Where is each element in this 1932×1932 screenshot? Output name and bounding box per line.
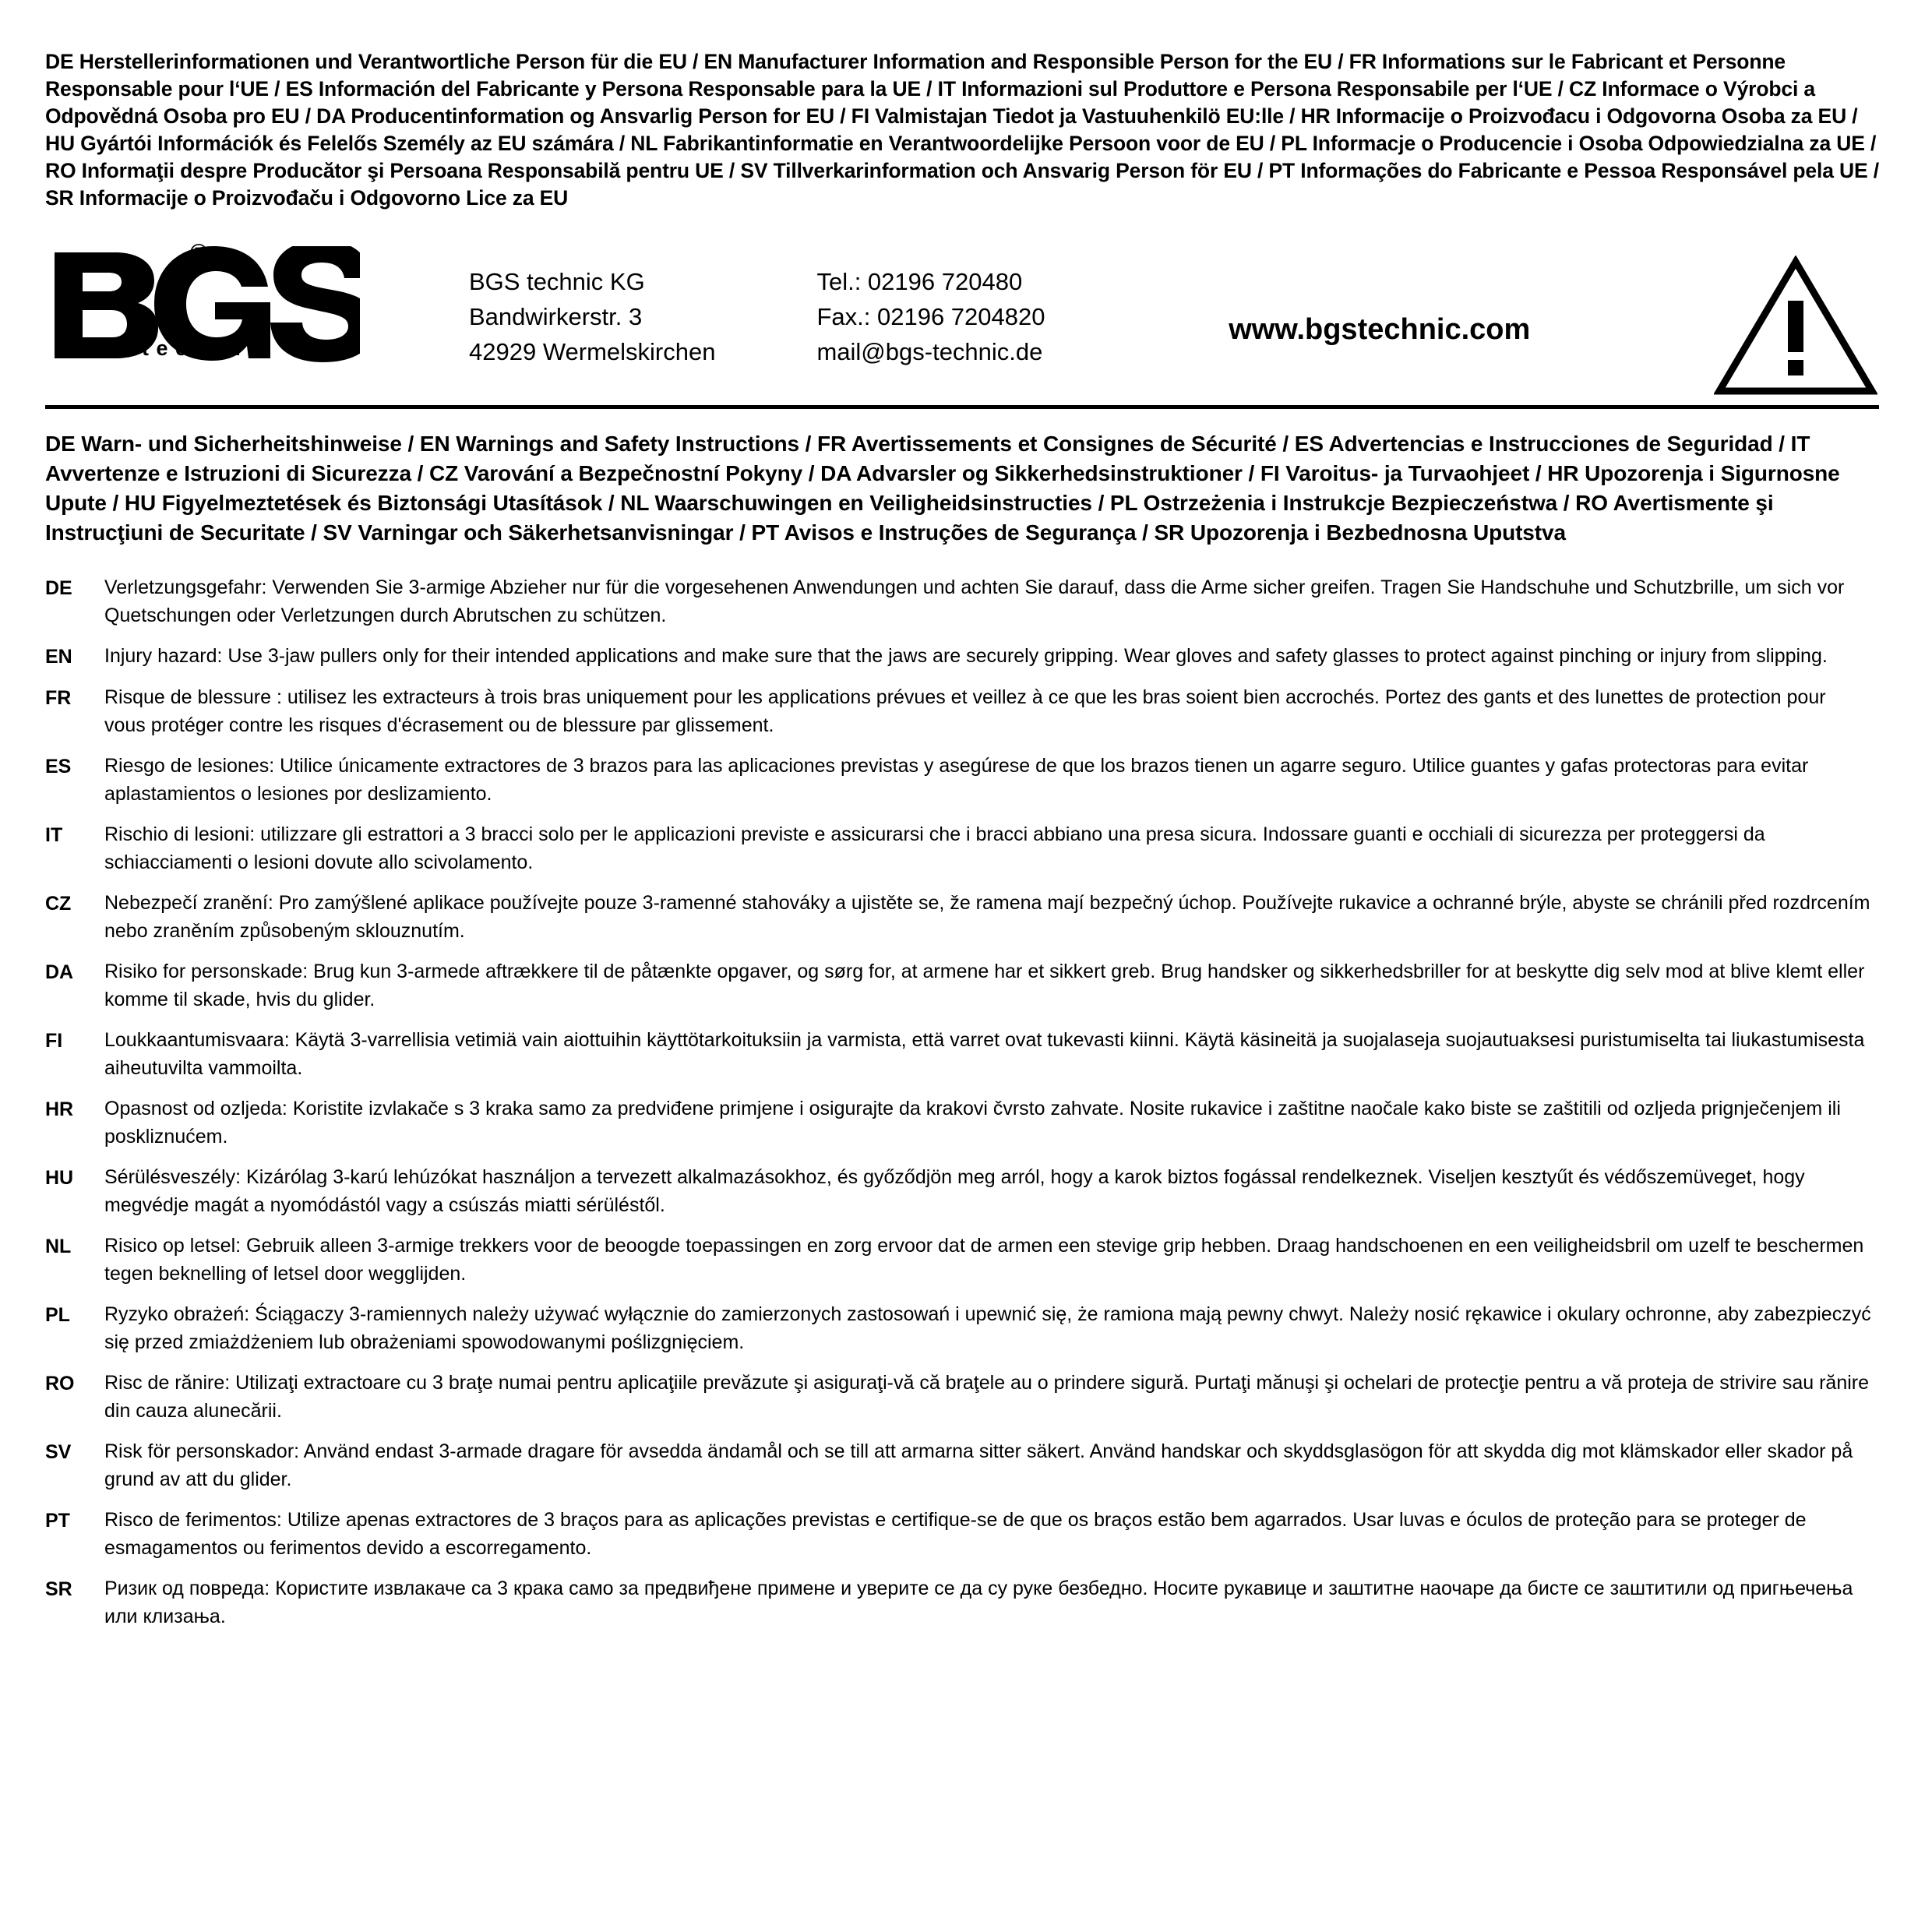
warning-text: Risiko for personskade: Brug kun 3-armede aftrækkere til de påtænkte opgaver, og sørg for, at armene har et sikkert greb. Brug handsker og sikkerhedsbriller for at beskytte dig selv mod at blive klemt eller komme til skade, hvis du glider. bbox=[104, 961, 1865, 1010]
list-item bbox=[45, 1027, 1871, 1082]
manufacturer-information-heading: DE Herstellerinformationen und Verantwortliche Person für die EU / EN Manufacturer Information and Responsible Person for the EU / FR Informations sur le Fabricant et Personne Responsable pour l‘UE / ES Información del Fabricante y Persona Responsable para la UE / IT Informazioni sul Produttore e Persona Responsabile per l‘UE / CZ Informace o Výrobci a Odpovědná Osoba pro EU / DA Producentinformation og Ansvarlig Person for EU / FI Valmistajan Tiedot ja Vastuuhenkilö EU:lle / HR Informacije o Proizvođacu i Odgovorna Osoba za EU / HU Gyártói Információk és Felelős Személy az EU számára / NL Fabrikantinformatie en Verantwoordelijke Persoon voor de EU / PL Informacje o Producencie i Osoba Odpowiedzialna za UE / RO Informaţii despre Producător şi Persoana Responsabilă pentru UE / SV Tillverkarinformation och Ansvarig Person för EU / PT Informações do Fabricante e Pessoa Responsável pela UE / SR Informacije o Proizvođaču i Odgovorno Lice za EU bbox=[45, 50, 1879, 210]
list-item bbox=[45, 1301, 1871, 1356]
warning-text: Risk för personskador: Använd endast 3-armade dragare för avsedda ändamål och se till att armarna sitter säkert. Använd handskar och skyddsglasögon för att skydda dig mot klämskador eller skador på grund av att du glider. bbox=[104, 1440, 1853, 1490]
warning-text: Risque de blessure : utilisez les extracteurs à trois bras uniquement pour les applications prévues et veillez à ce que les bras soient bien accrochés. Portez des gants et des lunettes de protection pour vous protéger contre les risques d'écrasement ou de blessure par glissement. bbox=[104, 686, 1826, 736]
list-item bbox=[45, 1575, 1871, 1631]
company-telephone: Tel.: 02196 720480 bbox=[816, 267, 1023, 295]
warning-text: Sérülésveszély: Kizárólag 3-karú lehúzókat használjon a tervezett alkalmazásokhoz, és győződjön meg arról, hogy a karok biztos fogással rendelkeznek. Viseljen kesztyűt és védőszemüveget, hogy megvédje magát a nyomódástól vagy a csúszás miatti sérüléstől. bbox=[104, 1166, 1805, 1216]
warning-text: Ryzyko obrażeń: Ściągaczy 3-ramiennych należy używać wyłącznie do zamierzonych zastosowań i upewnić się, że ramiona mają pewny chwyt. Należy nosić rękawice i okulary ochronne, aby zabezpieczyć się przed zmiażdżeniem lub obrażeniami spowodowanymi poślizgnięciem. bbox=[104, 1303, 1871, 1353]
list-item bbox=[45, 1095, 1871, 1151]
company-street: Bandwirkerstr. 3 bbox=[469, 302, 643, 330]
language-code: PL bbox=[45, 1304, 70, 1327]
company-header bbox=[41, 232, 1885, 400]
language-code: DA bbox=[45, 961, 74, 984]
warning-text: Risco de ferimentos: Utilize apenas extractores de 3 braços para as aplicações previstas e certifique-se de que os braços estão bem agarrados. Usar luvas e óculos de proteção para se proteger de esmagamentos ou ferimentos devido a escorregamento. bbox=[104, 1509, 1807, 1559]
language-code: EN bbox=[45, 646, 72, 668]
company-fax: Fax.: 02196 7204820 bbox=[816, 302, 1045, 330]
warning-text: Rischio di lesioni: utilizzare gli estrattori a 3 bracci solo per le applicazioni previste e assicurarsi che i bracci abbiano una presa sicura. Indossare guanti e occhiali di sicurezza per proteggersi da schiacciamenti o lesioni dovute allo scivolamento. bbox=[104, 823, 1765, 873]
warning-text: Injury hazard: Use 3-jaw pullers only for their intended applications and make sure that the jaws are securely gripping. Wear gloves and safety glasses to protect against pinching or injury from slipping. bbox=[104, 645, 1828, 668]
warnings-list bbox=[41, 574, 1885, 1631]
list-item bbox=[45, 574, 1871, 629]
company-website[interactable]: www.bgstechnic.com bbox=[1229, 312, 1531, 346]
company-email[interactable]: mail@bgs-technic.de bbox=[816, 337, 1043, 365]
company-name: BGS technic KG bbox=[469, 267, 645, 295]
warning-text: Riesgo de lesiones: Utilice únicamente extractores de 3 brazos para las aplicaciones previstas y asegúrese de que los brazos tienen un agarre seguro. Utilice guantes y gafas protectoras para evitar aplastamientos o lesiones por deslizamiento. bbox=[104, 755, 1809, 805]
warning-text: Ризик од повреда: Користите извлакаче са 3 крака само за предвиђене примене и уверите се да су руке безбедно. Носите рукавице и заштитне наочаре да бисте се заштитили од пригњечења или клизања. bbox=[104, 1578, 1853, 1627]
warning-text: Nebezpečí zranění: Pro zamýšlené aplikace používejte pouze 3-ramenné stahováky a ujistěte se, že ramena mají bezpečný úchop. Používejte rukavice a ochranné brýle, abyste se chránili před rozdrcením nebo zraněním způsobeným sklouznutím. bbox=[104, 892, 1870, 942]
list-item bbox=[45, 1232, 1871, 1288]
language-code: PT bbox=[45, 1510, 70, 1532]
language-code: HU bbox=[45, 1167, 74, 1190]
warning-text: Loukkaantumisvaara: Käytä 3-varrellisia vetimiä vain aiottuihin käyttötarkoituksiin ja varmista, että varret ovat tukevasti kiinni. Käytä käsineitä ja suojalaseja suojautuaksesi puristumiselta tai liukastumisesta aiheutuvilta vammoilta. bbox=[104, 1029, 1865, 1079]
language-code: CZ bbox=[45, 893, 72, 915]
logo-registered-mark: ® bbox=[190, 239, 208, 266]
language-code: IT bbox=[45, 824, 63, 847]
list-item bbox=[45, 643, 1871, 671]
language-code: HR bbox=[45, 1098, 74, 1121]
list-item bbox=[45, 684, 1871, 739]
bgs-logo bbox=[41, 232, 360, 360]
list-item bbox=[45, 1164, 1871, 1219]
list-item bbox=[45, 958, 1871, 1014]
list-item bbox=[45, 1370, 1871, 1425]
language-code: FI bbox=[45, 1030, 63, 1052]
logo-subtext: t e c h n i c bbox=[142, 336, 261, 360]
list-item bbox=[45, 821, 1871, 876]
list-item bbox=[45, 890, 1871, 945]
warning-text: Opasnost od ozljeda: Koristite izvlakače s 3 kraka samo za predviđene primjene i osigurajte da krakovi čvrsto zahvate. Nosite rukavice i zaštitne naočale kako biste se zaštitili od ozljeda prignječenjem ili poskliznućem. bbox=[104, 1098, 1841, 1148]
list-item bbox=[45, 753, 1871, 808]
language-code: RO bbox=[45, 1373, 75, 1395]
language-code: ES bbox=[45, 756, 72, 778]
language-code: DE bbox=[45, 577, 72, 600]
warning-triangle-icon bbox=[1714, 232, 1885, 400]
company-contact bbox=[816, 232, 1045, 370]
list-item bbox=[45, 1507, 1871, 1562]
list-item bbox=[45, 1438, 1871, 1493]
language-code: SV bbox=[45, 1441, 72, 1464]
warning-text: Risc de rănire: Utilizaţi extractoare cu 3 braţe numai pentru aplicaţiile prevăzute şi asiguraţi-vă că braţele au o prindere sigură. Purtaţi mănuşi şi ochelari de protecţie pentru a vă proteja de strivire sau rănire din cauza alunecării. bbox=[104, 1372, 1870, 1422]
warnings-section-heading: DE Warn- und Sicherheitshinweise / EN Warnings and Safety Instructions / FR Avertissements et Consignes de Sécurité / ES Advertencias e Instrucciones de Seguridad / IT Avvertenze e Istruzioni di Sicurezza / CZ Varování a Bezpečnostní Pokyny / DA Advarsler og Sikkerhedsinstruktioner / FI Varoitus- ja Turvaohjeet / HR Upozorenja i Sigurnosne Upute / HU Figyelmeztetések és Biztonsági Utasítások / NL Waarschuwingen en Veiligheidsinstructies / PL Ostrzeżenia i Instrukcje Bezpieczeństwa / RO Avertismente şi Instrucţiuni de Securitate / SV Varningar och Säkerhetsanvisningar / PT Avisos e Instruções de Segurança / SR Upozorenja i Bezbednosna Uputstva bbox=[45, 431, 1840, 545]
language-code: FR bbox=[45, 687, 72, 710]
company-address bbox=[469, 232, 715, 370]
language-code: NL bbox=[45, 1236, 72, 1258]
company-city: 42929 Wermelskirchen bbox=[469, 337, 716, 365]
header-divider bbox=[45, 405, 1879, 409]
warning-text: Risico op letsel: Gebruik alleen 3-armige trekkers voor de beoogde toepassingen en zorg ervoor dat de armen een stevige grip hebben. Draag handschoenen en een veiligheidsbril om uzelf te beschermen tegen beknelling of letsel door wegglijden. bbox=[104, 1235, 1864, 1285]
language-code: SR bbox=[45, 1578, 72, 1601]
warning-text: Verletzungsgefahr: Verwenden Sie 3-armige Abzieher nur für die vorgesehenen Anwendungen und achten Sie darauf, dass die Arme sicher greifen. Tragen Sie Handschuhe und Schutzbrille, um sich vor Quetschungen oder Verletzungen durch Abrutschen zu schützen. bbox=[104, 576, 1845, 626]
